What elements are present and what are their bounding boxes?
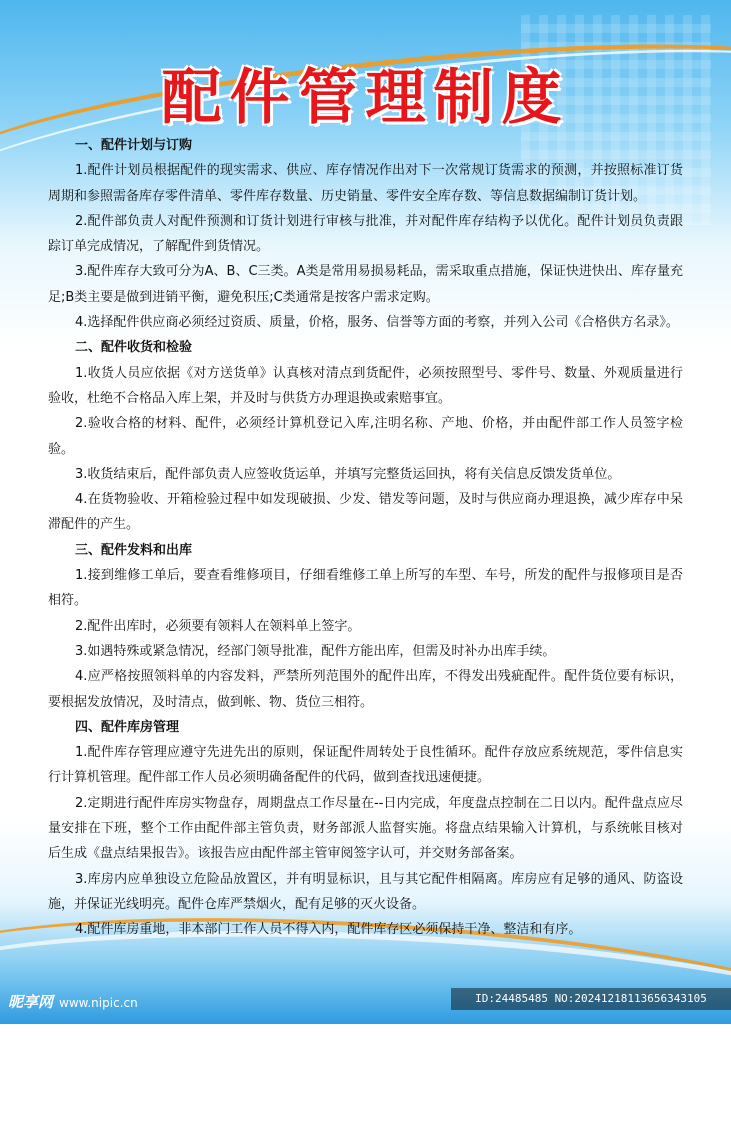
paragraph: 3.收货结束后，配件部负责人应签收货运单，并填写完整货运回执，将有关信息反馈发货单位。	[75, 466, 621, 482]
paragraph: 1.收货人员应依据《对方送货单》认真核对清点到货配件，必须按照型号、零件号、数量、外观质量进行验收，杜绝不合格品入库上架，并及时与供货方办理退换或索赔事宜。	[48, 365, 683, 406]
paragraph: 4.配件库房重地，非本部门工作人员不得入内，配件库存区必须保持干净、整洁和有序。	[75, 922, 582, 938]
paragraph: 4.在货物验收、开箱检验过程中如发现破损、少发、错发等问题，及时与供应商办理退换，减少库存中呆滞配件的产生。	[48, 492, 683, 533]
section-heading: 一、配件计划与订购	[75, 138, 193, 153]
section-heading: 四、配件库房管理	[75, 719, 180, 735]
document-body	[48, 133, 683, 963]
watermark-url: www.nipic.cn	[59, 996, 138, 1010]
paragraph: 4.应严格按照领料单的内容发料，严禁所列范围外的配件出库，不得发出残疵配件。配件货位要有标识，要根据发放情况，及时清点，做到帐、物、货位三相符。	[48, 669, 683, 710]
paragraph: 3.如遇特殊或紧急情况，经部门领导批准，配件方能出库，但需及时补办出库手续。	[75, 643, 556, 659]
paragraph: 1.配件库存管理应遵守先进先出的原则，保证配件周转处于良性循环。配件存放应系统规范，零件信息实行计算机管理。配件部工作人员必须明确备配件的代码，做到查找迅速便捷。	[48, 745, 683, 786]
paragraph: 2.验收合格的材料、配件，必须经计算机登记入库,注明名称、产地、价格，并由配件部工作人员签字检验。	[48, 416, 683, 457]
page-title: 配件管理制度	[161, 63, 570, 133]
watermark-logo-text: 昵享网	[8, 993, 54, 1011]
paragraph: 1.配件计划员根据配件的现实需求、供应、库存情况作出对下一次常规订货需求的预测，并按照标准订货周期和参照需备库存零件清单、零件库存数量、历史销量、零件安全库存数、等信息数据编制订货计划。	[48, 163, 683, 204]
paragraph: 2.配件部负责人对配件预测和订货计划进行审核与批准，并对配件库存结构予以优化。配件计划员负责跟踪订单完成情况，了解配件到货情况。	[48, 213, 683, 255]
paragraph: 1.接到维修工单后，要查看维修项目，仔细看维修工单上所写的车型、车号，所发的配件与报修项目是否相符。	[48, 568, 683, 609]
paragraph: 3.配件库存大致可分为A、B、C三类。A类是常用易损易耗品，需采取重点措施，保证快进快出、库存量充足;B类主要是做到进销平衡，避免积压;C类通常是按客户需求定购。	[48, 264, 683, 305]
section-heading: 二、配件收货和检验	[75, 340, 193, 356]
section-heading: 三、配件发料和出库	[75, 542, 193, 558]
watermark-logo	[8, 991, 138, 1012]
paragraph: 3.库房内应单独设立危险品放置区，并有明显标识，且与其它配件相隔离。库房应有足够的通风、防盗设施，并保证光线明亮。配件仓库严禁烟火，配有足够的灭火设备。	[48, 871, 683, 912]
paragraph: 2.配件出库时，必须要有领料人在领料单上签字。	[75, 618, 361, 634]
watermark-id-bar: ID:24485485 NO:20241218113656343105	[451, 988, 731, 1010]
paragraph: 2.定期进行配件库房实物盘存，周期盘点工作尽量在--日内完成，年度盘点控制在二日以内。配件盘点应尽量安排在下班，整个工作由配件部主管负责，财务部派人监督实施。将盘点结果输入计算机，与系统帐目核对后生成《盘点结果报告》。该报告应由配件部主管审阅签字认可，并交财务部备案。	[48, 795, 683, 862]
paragraph: 4.选择配件供应商必须经过资质、质量，价格，服务、信誉等方面的考察，并列入公司《合格供方名录》。	[75, 315, 679, 331]
